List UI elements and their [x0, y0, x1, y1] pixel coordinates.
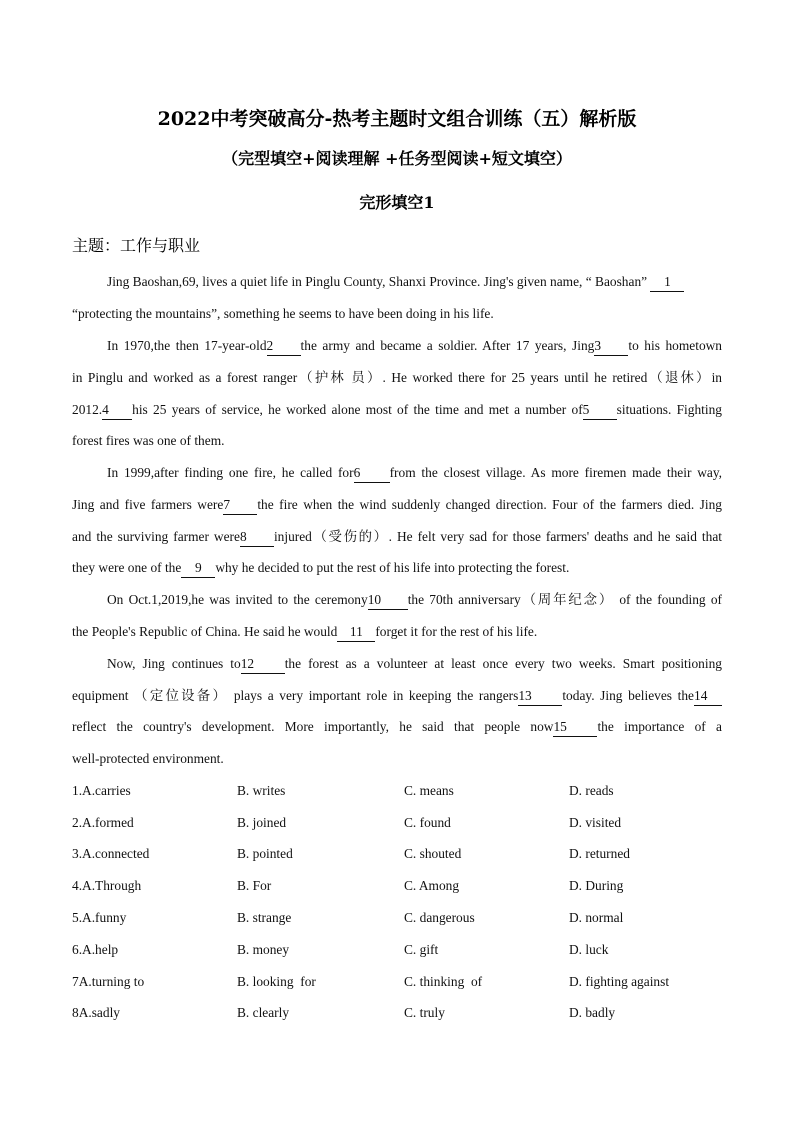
option-8-a: 8A.sadly [72, 1005, 120, 1020]
blank-6: 6 [354, 464, 390, 483]
passage-line: “protecting the mountains”, something he seems to have been doing in his life. [72, 306, 494, 321]
option-4-d: D. During [569, 878, 624, 893]
passage-line: the People's Republic of China. He said he would 11 forget it for the rest of his life. [72, 622, 722, 642]
option-7-d: D. fighting against [569, 974, 670, 989]
option-6-d: D. luck [569, 942, 609, 957]
blank-3: 3 [594, 337, 628, 356]
blank-15: 15 [553, 718, 597, 737]
option-7-b: B. looking for [237, 974, 316, 989]
topic-label: 主题：工作与职业 [72, 236, 201, 255]
option-4-b: B. For [237, 878, 272, 893]
option-1-a: 1.A.carries [72, 783, 131, 798]
option-2-d: D. visited [569, 815, 622, 830]
option-5-b: B. strange [237, 910, 292, 925]
blank-12: 12 [241, 655, 285, 674]
blank-14: 14 [694, 687, 722, 706]
option-1-c: C. means [404, 783, 454, 798]
blank-4: 4 [102, 401, 132, 420]
option-7-a: 7A.turning to [72, 974, 145, 989]
blank-7: 7 [223, 496, 257, 515]
passage-line: well-protected environment. [72, 751, 224, 766]
passage-line: reflect the country's development. More importantly, he said that people now15 the importance of a [72, 717, 722, 737]
option-5-d: D. normal [569, 910, 624, 925]
option-3-d: D. returned [569, 846, 630, 861]
option-6-a: 6.A.help [72, 942, 119, 957]
passage-line: equipment （定位设备） plays a very important role in keeping the rangers13 today. Jing believes the14 [72, 686, 722, 706]
passage-line: In 1970,the then 17-year-old2 the army and became a soldier. After 17 years, Jing3 to his hometown [72, 336, 722, 356]
option-1-d: D. reads [569, 783, 614, 798]
blank-11: 11 [337, 623, 375, 642]
document-subtitle: （完型填空+阅读理解 +任务型阅读+短文填空） [222, 149, 572, 168]
passage-line: they were one of the 9 why he decided to put the rest of his life into protecting the forest. [72, 558, 722, 578]
blank-1: 1 [650, 273, 684, 292]
option-3-b: B. pointed [237, 846, 293, 861]
option-7-c: C. thinking of [404, 974, 483, 989]
passage-line: Jing and five farmers were7 the fire when the wind suddenly changed direction. Four of the farmers died. Jing [72, 495, 722, 515]
passage-line: In 1999,after finding one fire, he called for6 from the closest village. As more firemen made their way, [72, 463, 722, 483]
blank-9: 9 [181, 559, 215, 578]
document-title: 2022中考突破高分-热考主题时文组合训练（五）解析版 [157, 108, 637, 130]
section-title: 完形填空1 [359, 193, 435, 212]
option-3-c: C. shouted [404, 846, 462, 861]
option-6-c: C. gift [404, 942, 439, 957]
blank-10: 10 [368, 591, 408, 610]
blank-5: 5 [583, 401, 617, 420]
passage-line: Jing Baoshan,69, lives a quiet life in Pinglu County, Shanxi Province. Jing's given name, “ Baoshan” 1 [72, 272, 722, 292]
passage-line: 2012.4 his 25 years of service, he worked alone most of the time and met a number of5 situations. Fighting [72, 400, 722, 420]
blank-8: 8 [240, 528, 274, 547]
option-8-b: B. clearly [237, 1005, 290, 1020]
option-2-c: C. found [404, 815, 451, 830]
option-8-d: D. badly [569, 1005, 616, 1020]
passage-line: On Oct.1,2019,he was invited to the ceremony10 the 70th anniversary（周年纪念） of the founding of [72, 590, 722, 610]
passage-line: and the surviving farmer were8 injured（受伤的）. He felt very sad for those farmers' deaths and he said that [72, 527, 722, 547]
option-2-b: B. joined [237, 815, 287, 830]
option-6-b: B. money [237, 942, 290, 957]
option-3-a: 3.A.connected [72, 846, 150, 861]
passage-line: in Pinglu and worked as a forest ranger（护林 员）. He worked there for 25 years until he retired（退休）in [72, 370, 722, 385]
blank-2: 2 [267, 337, 301, 356]
option-4-c: C. Among [404, 878, 460, 893]
option-4-a: 4.A.Through [72, 878, 142, 893]
option-8-c: C. truly [404, 1005, 445, 1020]
blank-13: 13 [518, 687, 562, 706]
option-2-a: 2.A.formed [72, 815, 134, 830]
passage-line: forest fires was one of them. [72, 433, 225, 448]
option-5-a: 5.A.funny [72, 910, 127, 925]
option-1-b: B. writes [237, 783, 286, 798]
option-5-c: C. dangerous [404, 910, 475, 925]
passage-line: Now, Jing continues to12 the forest as a volunteer at least once every two weeks. Smart positioning [72, 654, 722, 674]
